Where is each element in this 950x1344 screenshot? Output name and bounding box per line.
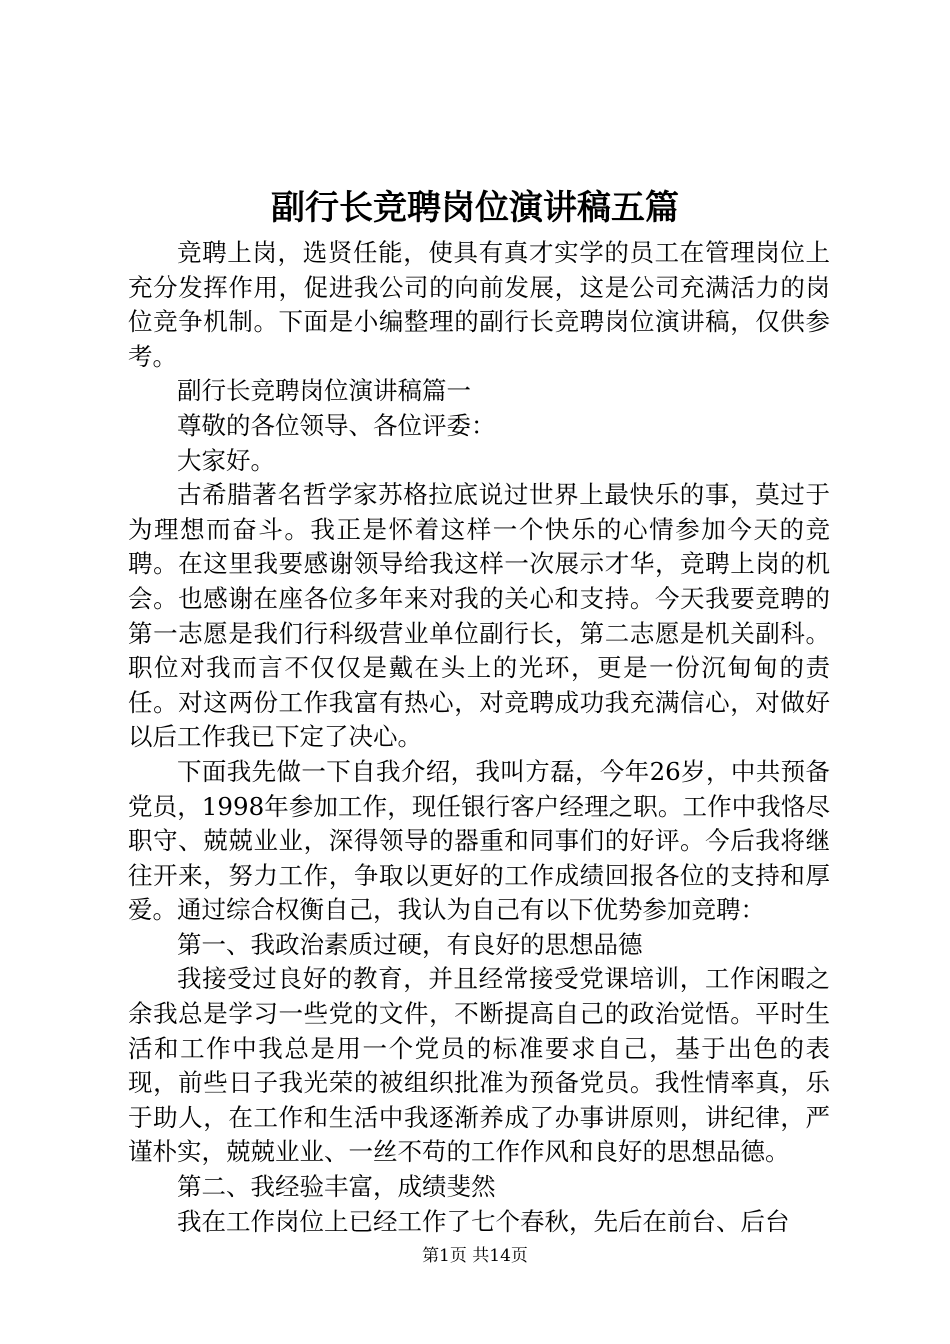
page-footer: 第1页 共14页 — [422, 1246, 528, 1266]
paragraph-body: 我接受过良好的教育，并且经常接受党课培训，工作闲暇之余我总是学习一些党的文件，不断提高自己的政治觉悟。平时生活和工作中我总是用一个党员的标准要求自己，基于出色的表现，前些日子我光荣的被组织批准为预备党员。我性情率真，乐于助人，在工作和生活中我逐渐养成了办事讲原则，讲纪律，严谨朴实，兢兢业业、一丝不苟的工作作风和良好的思想品德。 — [128, 964, 830, 1167]
document-title: 副行长竞聘岗位演讲稿五篇 — [271, 188, 679, 228]
paragraph-body: 古希腊著名哲学家苏格拉底说过世界上最快乐的事，莫过于为理想而奋斗。我正是怀着这样一个快乐的心情参加今天的竞聘。在这里我要感谢领导给我这样一次展示才华，竞聘上岗的机会。也感谢在座各位多年来对我的关心和支持。今天我要竞聘的第一志愿是我们行科级营业单位副行长，第二志愿是机关副科。职位对我而言不仅仅是戴在头上的光环，更是一份沉甸甸的责任。对这两份工作我富有热心，对竞聘成功我充满信心，对做好以后工作我已下定了决心。 — [128, 480, 830, 752]
paragraph-body: 下面我先做一下自我介绍，我叫方磊，今年26岁，中共预备党员，1998年参加工作，现任银行客户经理之职。工作中我恪尽职守、兢兢业业，深得领导的器重和同事们的好评。今后我将继往开来，努力工作，争取以更好的工作成绩回报各位的支持和厚爱。通过综合权衡自己，我认为自己有以下优势参加竞聘： — [128, 756, 830, 925]
document-body — [128, 236, 830, 1239]
paragraph-greeting: 大家好。 — [177, 445, 275, 475]
paragraph-intro: 竞聘上岗，选贤任能，使具有真才实学的员工在管理岗位上充分发挥作用，促进我公司的向前发展，这是公司充满活力的岗位竞争机制。下面是小编整理的副行长竞聘岗位演讲稿，仅供参考。 — [128, 238, 830, 371]
paragraph-salutation: 尊敬的各位领导、各位评委： — [177, 410, 496, 440]
paragraph-body: 我在工作岗位上已经工作了七个春秋，先后在前台、后台 — [177, 1206, 790, 1236]
paragraph-section-heading: 副行长竞聘岗位演讲稿篇一 — [177, 376, 471, 406]
paragraph-point-heading: 第一、我政治素质过硬，有良好的思想品德 — [177, 929, 643, 959]
paragraph-point-heading: 第二、我经验丰富，成绩斐然 — [177, 1172, 496, 1202]
